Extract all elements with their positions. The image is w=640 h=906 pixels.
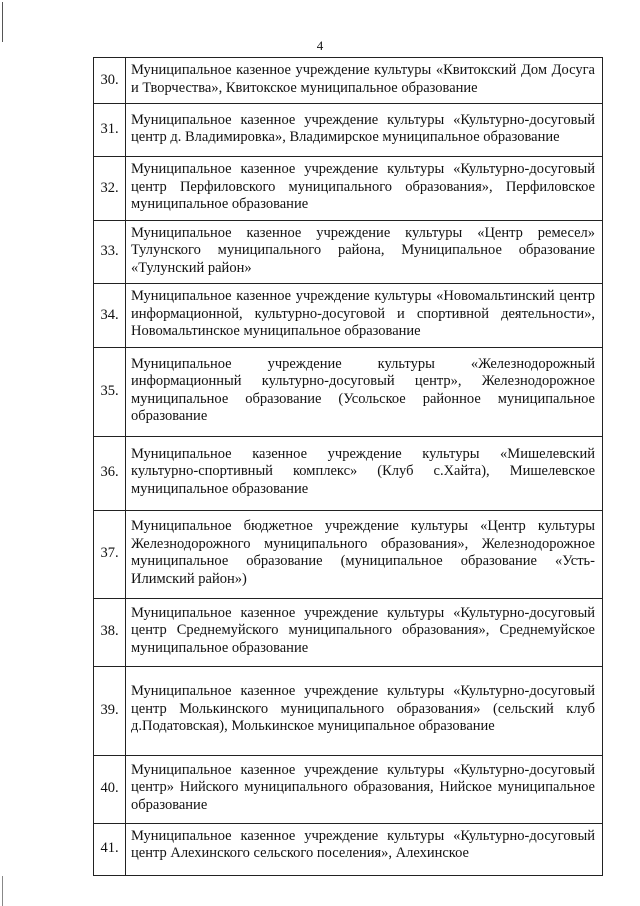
- page-number: 4: [316, 38, 324, 53]
- row-text: Муниципальное казенное учреждение культуры «Культурно-досуговый центр д. Владимировка», Владимирское муниципальное образование: [126, 104, 603, 157]
- table-row: [94, 157, 603, 221]
- row-text: Муниципальное казенное учреждение культуры «Культурно-досуговый центр Перфиловского муниципального образования», Перфиловское муниципальное образование: [126, 157, 603, 221]
- row-number: 38.: [94, 598, 126, 666]
- row-number: 37.: [94, 510, 126, 598]
- row-text: Муниципальное казенное учреждение культуры «Новомальтинский центр информационной, культурно-досуговой и спортивной деятельности», Новомальтинское муниципальное образование: [126, 284, 603, 348]
- table-row: [94, 510, 603, 598]
- table-row: [94, 104, 603, 157]
- row-number: 41.: [94, 823, 126, 875]
- scan-edge-mark: [2, 876, 3, 906]
- table-row: [94, 598, 603, 666]
- row-number: 32.: [94, 157, 126, 221]
- row-text: Муниципальное казенное учреждение культуры «Культурно-досуговый центр Среднемуйского муниципального образования», Среднемуйское муниципальное образование: [126, 598, 603, 666]
- table-row: [94, 347, 603, 436]
- row-text: Муниципальное казенное учреждение культуры «Культурно-досуговый центр Алехинского сельского поселения», Алехинское: [126, 823, 603, 875]
- table-row: [94, 666, 603, 755]
- row-number: 30.: [94, 58, 126, 104]
- row-text: Муниципальное казенное учреждение культуры «Культурно-досуговый центр Молькинского муниципального образования» (сельский клуб д.Податовская), Молькинское муниципальное образование: [126, 666, 603, 755]
- table-row: [94, 755, 603, 823]
- table-row: [94, 220, 603, 284]
- row-number: 39.: [94, 666, 126, 755]
- table-row: [94, 436, 603, 510]
- row-number: 33.: [94, 220, 126, 284]
- row-text: Муниципальное казенное учреждение культуры «Квитокский Дом Досуга и Творчества», Квитокское муниципальное образование: [126, 58, 603, 104]
- row-text: Муниципальное казенное учреждение культуры «Мишелевский культурно-спортивный комплекс» (Клуб с.Хайта), Мишелевское муниципальное образование: [126, 436, 603, 510]
- row-text: Муниципальное учреждение культуры «Железнодорожный информационный культурно-досуговый центр», Железнодорожное муниципальное образование (Усольское районное муниципальное образование: [126, 347, 603, 436]
- institutions-table: [93, 57, 603, 876]
- row-number: 34.: [94, 284, 126, 348]
- row-text: Муниципальное казенное учреждение культуры «Центр ремесел» Тулунского муниципального района, Муниципальное образование «Тулунский район»: [126, 220, 603, 284]
- row-number: 36.: [94, 436, 126, 510]
- row-number: 31.: [94, 104, 126, 157]
- table-row: [94, 58, 603, 104]
- row-number: 40.: [94, 755, 126, 823]
- row-number: 35.: [94, 347, 126, 436]
- scan-edge-mark: [2, 2, 3, 42]
- table-row: [94, 823, 603, 875]
- row-text: Муниципальное бюджетное учреждение культуры «Центр культуры Железнодорожного муниципального образования», Железнодорожное муниципальное образование (муниципальное образование «Усть-Илимский район»): [126, 510, 603, 598]
- table-row: [94, 284, 603, 348]
- row-text: Муниципальное казенное учреждение культуры «Культурно-досуговый центр» Нийского муниципального образования, Нийское муниципальное образование: [126, 755, 603, 823]
